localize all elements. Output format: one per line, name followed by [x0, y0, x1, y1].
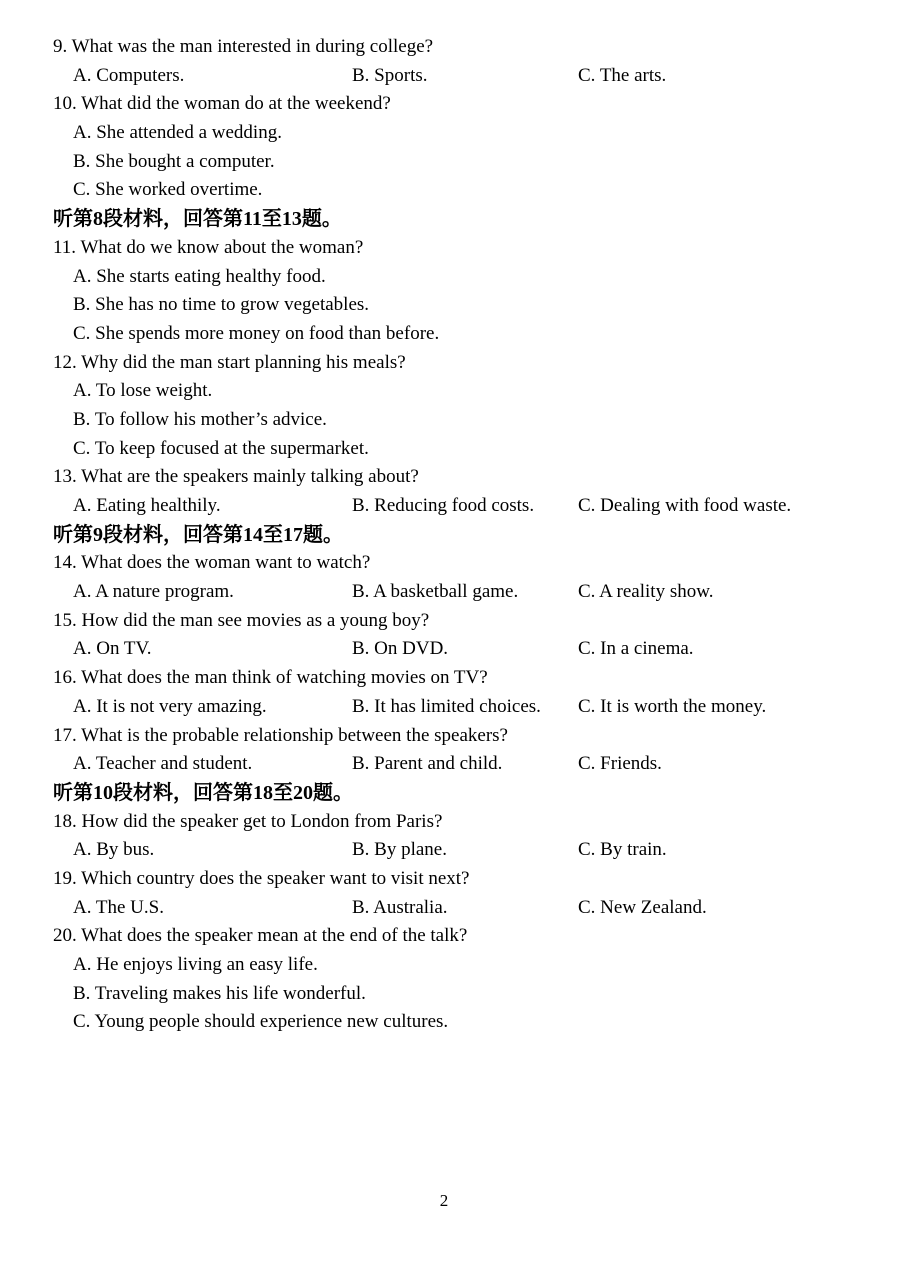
- exam-body: [53, 33, 873, 1037]
- option-11-c: C. She spends more money on food than before.: [73, 322, 440, 344]
- question-10: 10. What did the woman do at the weekend?: [53, 93, 391, 115]
- question-19: 19. Which country does the speaker want to visit next?: [53, 867, 470, 889]
- option-16-b: B. It has limited choices.: [352, 695, 541, 717]
- options-row-17: [53, 750, 873, 779]
- question-18: 18. How did the speaker get to London from Paris?: [53, 810, 443, 832]
- question-16: 16. What does the man think of watching movies on TV?: [53, 667, 488, 689]
- options-row-15: [53, 635, 873, 664]
- option-9-a: A. Computers.: [73, 64, 185, 86]
- option-19-b: B. Australia.: [352, 896, 448, 918]
- option-10-c: C. She worked overtime.: [73, 179, 263, 201]
- question-12: 12. Why did the man start planning his meals?: [53, 351, 406, 373]
- option-12-a: A. To lose weight.: [73, 380, 213, 402]
- option-13-a: A. Eating healthily.: [73, 495, 221, 516]
- option-20-a: A. He enjoys living an easy life.: [73, 954, 318, 975]
- option-18-c: C. By train.: [578, 839, 667, 861]
- option-15-b: B. On DVD.: [352, 638, 449, 660]
- section-header-material-10: 听第10段材料，回答第18至20题。: [53, 781, 353, 804]
- option-18-a: A. By bus.: [73, 839, 155, 861]
- option-11-b: B. She has no time to grow vegetables.: [73, 294, 370, 316]
- option-14-c: C. A reality show.: [578, 581, 714, 603]
- option-15-a: A. On TV.: [73, 638, 152, 660]
- options-row-16: [53, 693, 873, 722]
- section-header-material-9: 听第9段材料，回答第14至17题。: [53, 523, 343, 546]
- options-row-19: [53, 894, 873, 923]
- option-12-c: C. To keep focused at the supermarket.: [73, 437, 369, 459]
- page-number: 2: [439, 1191, 449, 1210]
- options-row-18: [53, 836, 873, 865]
- option-11-a: A. She starts eating healthy food.: [73, 265, 326, 287]
- option-13-c: C. Dealing with food waste.: [578, 495, 792, 516]
- option-17-b: B. Parent and child.: [352, 753, 503, 775]
- option-14-a: A. A nature program.: [73, 581, 234, 603]
- option-10-a: A. She attended a wedding.: [73, 122, 282, 144]
- question-11: 11. What do we know about the woman?: [53, 236, 364, 258]
- option-9-b: B. Sports.: [352, 64, 428, 86]
- option-20-c: C. Young people should experience new cultures.: [73, 1011, 449, 1033]
- option-18-b: B. By plane.: [352, 839, 447, 861]
- option-12-b: B. To follow his mother’s advice.: [73, 408, 327, 430]
- option-19-a: A. The U.S.: [73, 896, 164, 918]
- option-13-b: B. Reducing food costs.: [352, 495, 535, 516]
- option-16-c: C. It is worth the money.: [578, 695, 767, 717]
- option-17-c: C. Friends.: [578, 753, 662, 775]
- option-19-c: C. New Zealand.: [578, 896, 707, 918]
- option-9-c: C. The arts.: [578, 64, 667, 86]
- question-20: 20. What does the speaker mean at the end of the talk?: [53, 925, 468, 947]
- options-row-9: [53, 62, 873, 91]
- question-14: 14. What does the woman want to watch?: [53, 552, 371, 574]
- question-15: 15. How did the man see movies as a young boy?: [53, 609, 430, 631]
- option-14-b: B. A basketball game.: [352, 581, 519, 603]
- options-row-13: [53, 492, 873, 521]
- option-16-a: A. It is not very amazing.: [73, 695, 267, 717]
- question-17: 17. What is the probable relationship between the speakers?: [53, 724, 508, 746]
- option-10-b: B. She bought a computer.: [73, 150, 275, 172]
- option-17-a: A. Teacher and student.: [73, 753, 253, 775]
- question-9: 9. What was the man interested in during college?: [53, 36, 434, 57]
- section-header-material-8: 听第8段材料，回答第11至13题。: [53, 208, 342, 231]
- question-13: 13. What are the speakers mainly talking about?: [53, 466, 419, 488]
- option-20-b: B. Traveling makes his life wonderful.: [73, 982, 366, 1004]
- option-15-c: C. In a cinema.: [578, 638, 694, 660]
- options-row-14: [53, 578, 873, 607]
